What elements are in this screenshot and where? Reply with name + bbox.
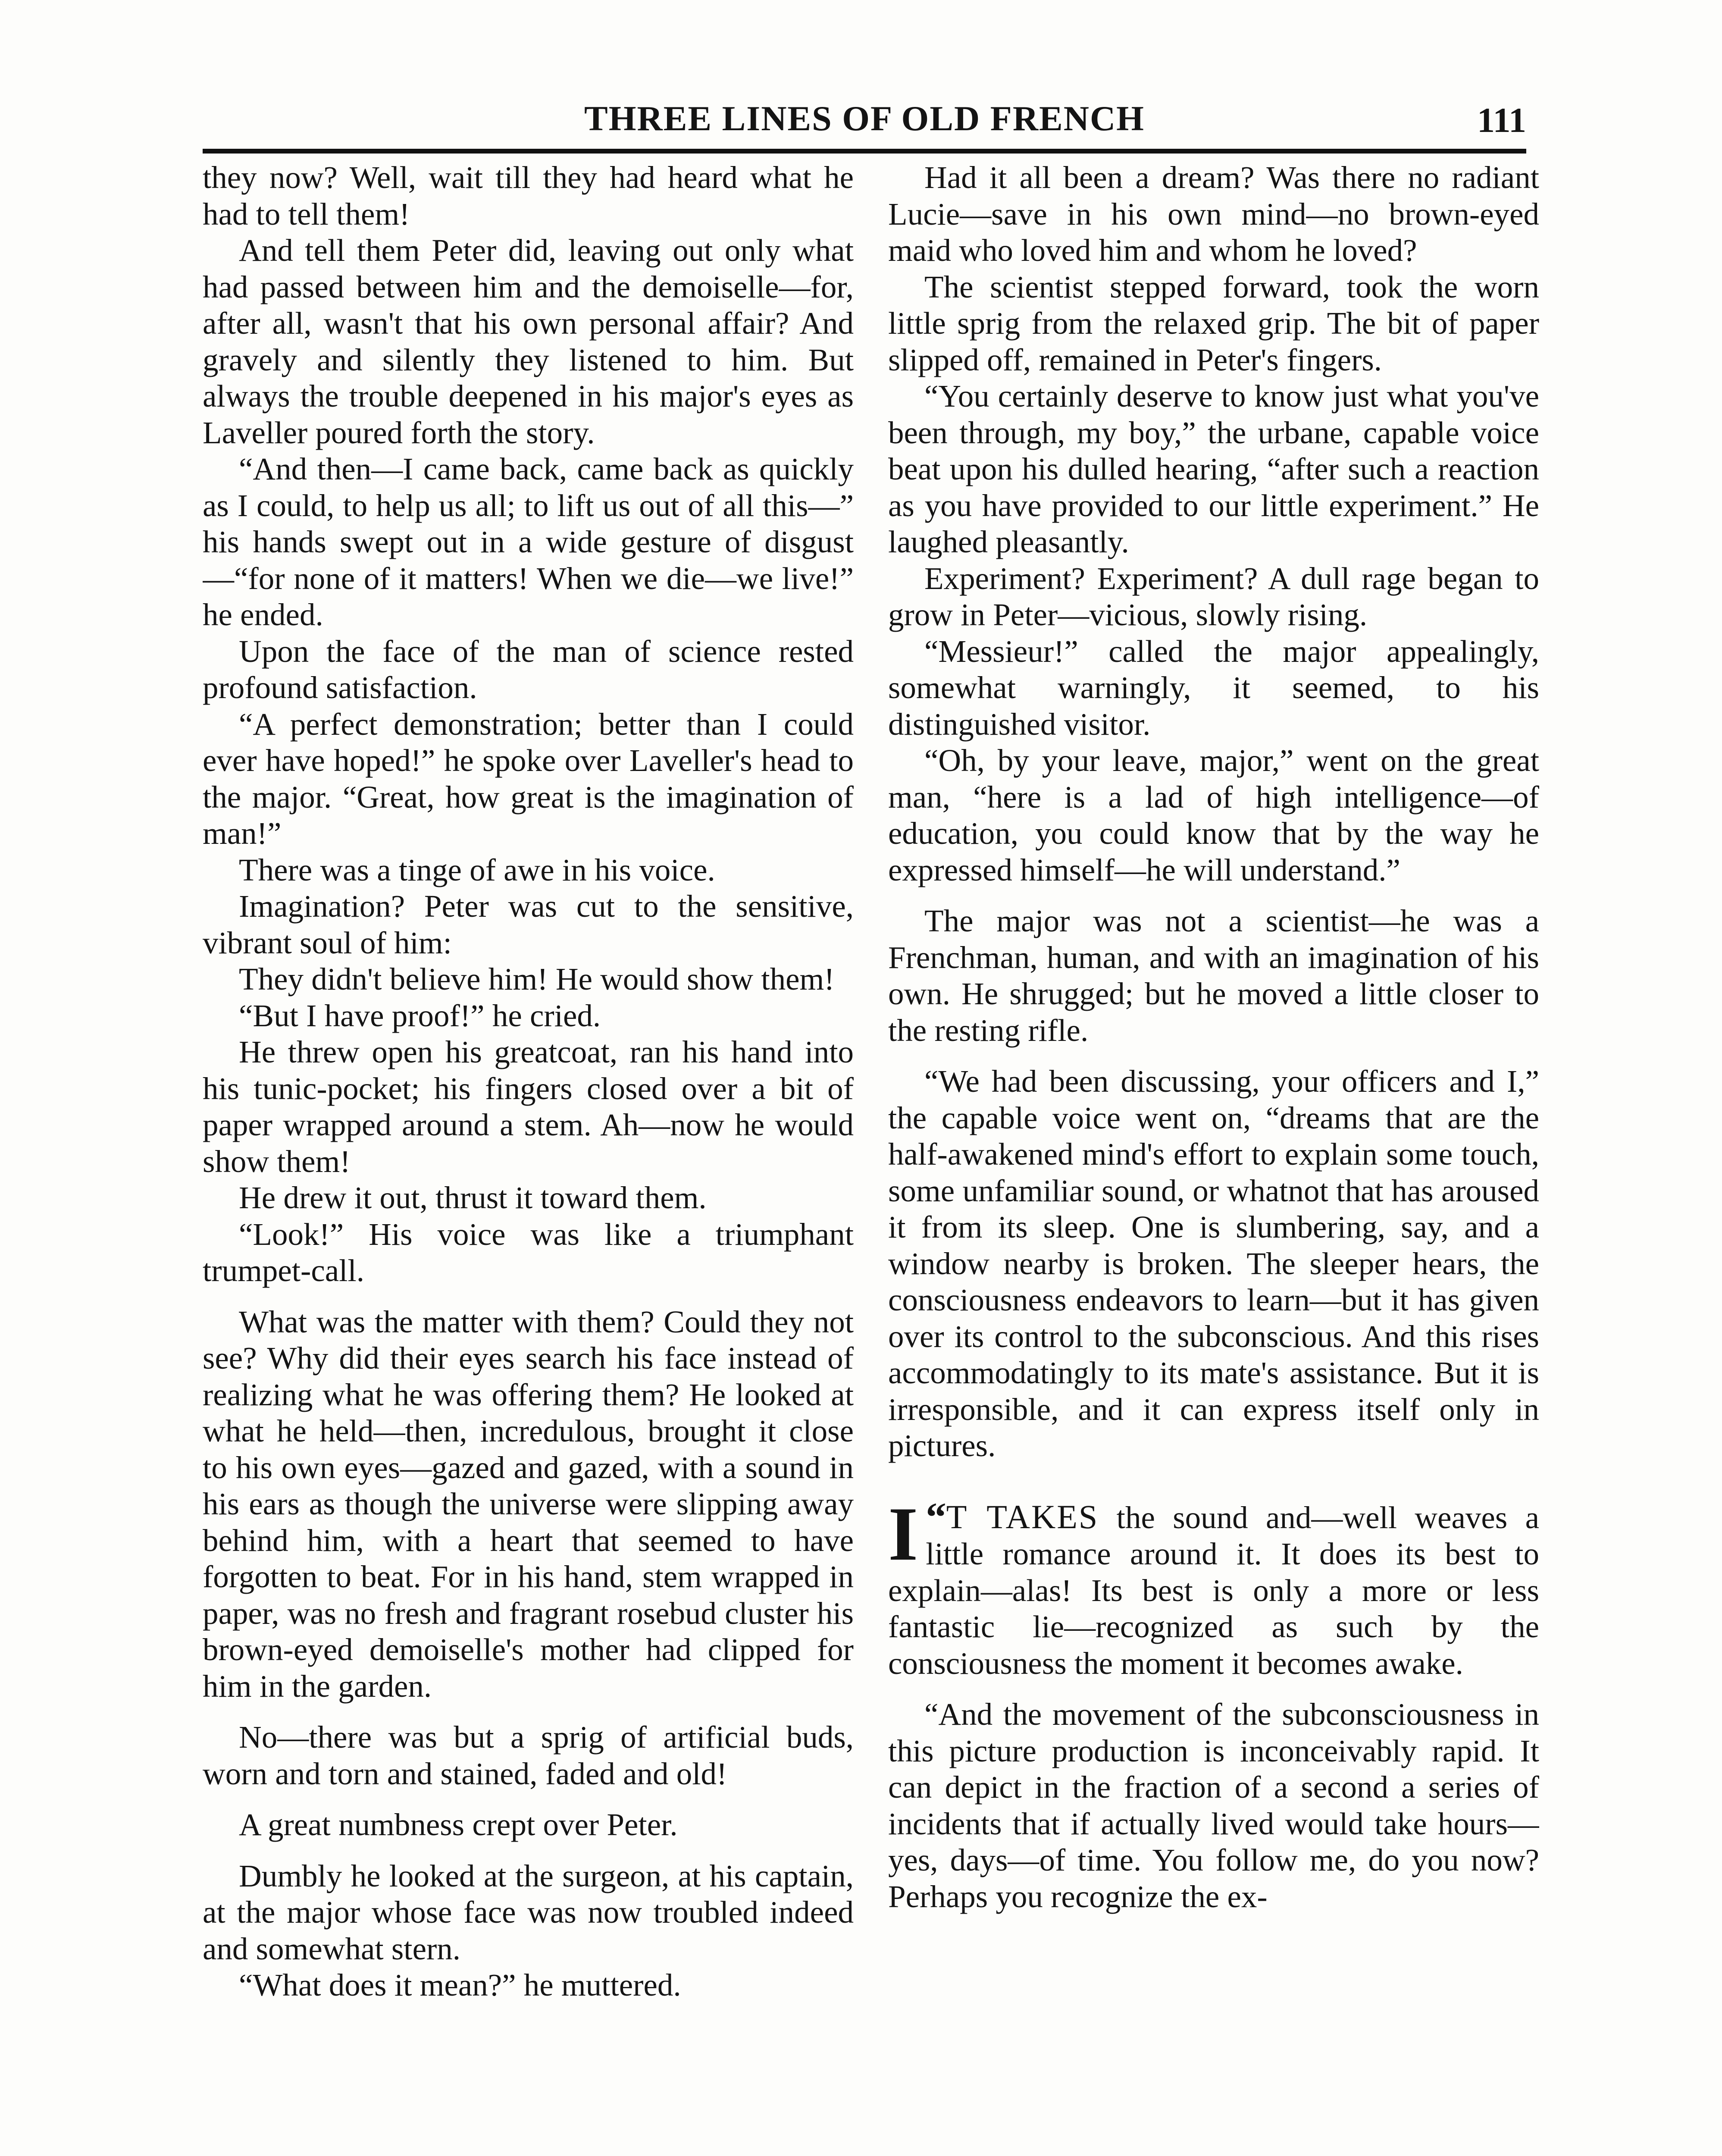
paragraph: He drew it out, thrust it toward them. (239, 1180, 707, 1215)
section-body-text: It does its best to explain—alas! Its best is only a more or less fantastic lie—recognized as such by the consciousness the moment it becomes awake. (888, 1536, 1539, 1681)
right-column (888, 160, 1539, 2156)
paragraph: And tell them Peter did, leaving out only what had passed between him and the demoiselle—for, after all, wasn't that his own personal affair? And gravely and silently they listened to him. But always the trouble deepened in his major's eyes as Laveller poured forth the story. (203, 233, 854, 450)
paragraph: The scientist stepped forward, took the worn little sprig from the relaxed grip. The bit of paper slipped off, remained in Peter's fingers. (888, 269, 1539, 377)
section-lead-text: the sound and—well weaves a little romance around it. (926, 1500, 1539, 1571)
page-number: 111 (1477, 100, 1526, 140)
paragraph: There was a tinge of awe in his voice. (239, 852, 715, 887)
header-rule (203, 149, 1526, 154)
paragraph: Experiment? Experiment? A dull rage began to grow in Peter—vicious, slowly rising. (888, 561, 1539, 632)
paragraph: No—there was but a sprig of artificial buds, worn and torn and stained, faded and old! (203, 1720, 854, 1791)
paragraph: What was the matter with them? Could they not see? Why did their eyes search his face instead of realizing what he was offering them? He looked at what he held—then, incredulous, brought it close to his own eyes—gazed and gazed, with a sound in his ears as though the universe were slipping away behind him, with a heart that seemed to have forgotten to beat. For in his hand, stem wrapped in paper, was no fresh and fragrant rosebud cluster his brown-eyed demoiselle's mother had clipped for him in the garden. (203, 1304, 854, 1704)
paragraph: Dumbly he looked at the surgeon, at his captain, at the major whose face was now troubled indeed and somewhat stern. (203, 1858, 854, 1966)
paragraph: Had it all been a dream? Was there no radiant Lucie—save in his own mind—no brown-eyed maid who loved him and whom he loved? (888, 160, 1539, 268)
paragraph: “What does it mean?” he muttered. (239, 1968, 681, 2002)
small-caps-lead: T TAKES (946, 1498, 1099, 1536)
opening-quote: “ (926, 1494, 946, 1540)
paragraph: Upon the face of the man of science rested profound satisfaction. (203, 633, 854, 705)
paragraph: “And then—I came back, came back as quickly as I could, to help us all; to lift us out of all this—” his hands swept out in a wide gesture of disgust—“for none of it matters! When we die—we live!” he ended. (203, 451, 854, 632)
paragraph: “Look!” His voice was like a triumphant trumpet-call. (203, 1216, 854, 1288)
paragraph: The major was not a scientist—he was a Frenchman, human, and with an imagination of his own. He shrugged; but he moved a little closer to the resting rifle. (888, 903, 1539, 1048)
paragraph: “We had been discussing, your officers and I,” the capable voice went on, “dreams that are the half-awakened mind's effort to explain some touch, some unfamiliar sound, or whatnot that has aroused it from its sleep. One is slumbering, say, and a window nearby is broken. The sleeper hears, the consciousness endeavors to learn—but it has given over its control to the subconscious. And this rises accommodatingly to its mate's assistance. But it is irresponsible, and it can express itself only in pictures. (888, 1064, 1539, 1463)
paragraph: they now? Well, wait till they had heard what he had to tell them! (203, 160, 854, 232)
paragraph: He threw open his greatcoat, ran his hand into his tunic-pocket; his fingers closed over a bit of paper wrapped around a stem. Ah—now he would show them! (203, 1034, 854, 1179)
paragraph: Imagination? Peter was cut to the sensitive, vibrant soul of him: (203, 889, 854, 960)
paragraph: “But I have proof!” he cried. (239, 998, 601, 1033)
section-opening-paragraph (888, 1491, 1539, 1682)
running-head (203, 93, 1526, 144)
paragraph: “Oh, by your leave, major,” went on the great man, “here is a lad of high intelligence—of education, you could know that by the way he expressed himself—he will understand.” (888, 743, 1539, 887)
running-title: THREE LINES OF OLD FRENCH (584, 99, 1145, 138)
paragraph: “And the movement of the subconsciousness in this picture production is inconceivably rapid. It can depict in the fraction of a second a series of incidents that if actually lived would take hours—yes, days—of time. You follow me, do you now? Perhaps you recognize the ex- (888, 1697, 1539, 1914)
drop-cap: I (888, 1491, 918, 1576)
paragraph: “You certainly deserve to know just what you've been through, my boy,” the urbane, capable voice beat upon his dulled hearing, “after such a reaction as you have provided to our little experiment.” He laughed pleasantly. (888, 379, 1539, 559)
paragraph: “A perfect demonstration; better than I could ever have hoped!” he spoke over Laveller's head to the major. “Great, how great is the imagination of man!” (203, 706, 854, 851)
paragraph: “Messieur!” called the major appealingly, somewhat warningly, it seemed, to his distinguished visitor. (888, 633, 1539, 742)
left-column (203, 160, 854, 2156)
paragraph: They didn't believe him! He would show them! (239, 962, 835, 997)
paragraph: A great numbness crept over Peter. (239, 1807, 678, 1842)
